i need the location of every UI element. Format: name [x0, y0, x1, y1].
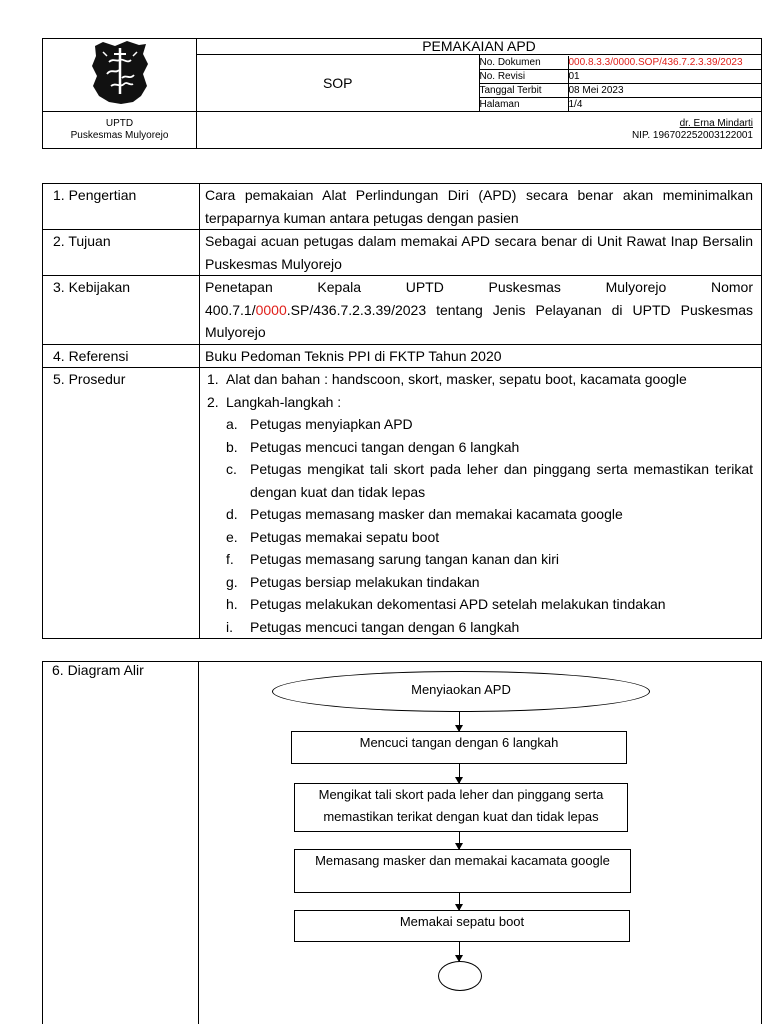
section-row-prosedur: [43, 368, 762, 639]
meta-row: [480, 97, 762, 111]
step-text: Petugas menyiapkan APD: [250, 416, 413, 432]
step-item: [205, 458, 753, 503]
diagram-top-border: [42, 661, 762, 662]
meta-row: [480, 83, 762, 97]
sop-label: SOP: [197, 55, 480, 112]
step-text: Petugas memasang sarung tangan kanan dan kiri: [250, 551, 559, 567]
step-letter: i.: [226, 618, 233, 635]
sop-content-table: [42, 183, 762, 639]
step-letter: b.: [226, 438, 238, 455]
organization-line-1: UPTD: [105, 118, 134, 129]
step-letter: d.: [226, 506, 238, 522]
section-label: 5. Prosedur: [43, 368, 200, 639]
organization-line-2: Puskesmas Mulyorejo: [70, 130, 169, 141]
meta-label: Tanggal Terbit: [480, 83, 569, 97]
flow-end-connector: [438, 961, 482, 991]
flow-step-box: Mengikat tali skort pada leher dan pinggang serta memastikan terikat dengan kuat dan tidak lepas: [294, 783, 628, 832]
step-letter: g.: [226, 573, 238, 590]
step-text: Petugas memakai sepatu boot: [250, 528, 440, 545]
procedure-item-number: 1.: [207, 371, 219, 387]
procedure-item-number: 2.: [207, 393, 219, 410]
procedure-list: [205, 368, 753, 413]
document-meta-cell: [479, 55, 762, 112]
step-text: Petugas mencuci tangan dengan 6 langkah: [250, 438, 520, 455]
meta-row: [480, 69, 762, 83]
section-text: Sebagai acuan petugas dalam memakai APD secara benar di Unit Rawat Inap Bersalin Puskesmas Mulyorejo: [200, 230, 762, 276]
section-label: 3. Kebijakan: [43, 276, 200, 345]
flow-arrow: [459, 892, 460, 910]
section-label: 2. Tujuan: [43, 230, 200, 276]
signature-cell: [197, 112, 762, 149]
flow-arrow: [459, 763, 460, 783]
procedure-item: [205, 368, 753, 391]
procedure-item: [205, 391, 753, 414]
section-row-kebijakan: [43, 276, 762, 345]
kebijakan-text-part: .SP/436.7.2.3.39/2023 tentang Jenis Pelayanan di UPTD Puskesmas Mulyorejo: [205, 301, 753, 340]
meta-value: 1/4: [568, 98, 583, 110]
step-letter: e.: [226, 528, 238, 545]
step-text: Petugas mengikat tali skort pada leher dan pinggang serta memastikan terikat dengan kuat dan tidak lepas: [250, 461, 753, 500]
section-row-tujuan: [43, 230, 762, 276]
procedure-item-text: Langkah-langkah :: [226, 393, 342, 410]
signer-nip: NIP. 196702252003122001: [631, 130, 753, 141]
section-label: 4. Referensi: [43, 344, 200, 368]
section-text: Buku Pedoman Teknis PPI di FKTP Tahun 2020: [200, 344, 762, 368]
step-item: [205, 616, 753, 639]
flow-step-box: Memasang masker dan memakai kacamata google: [294, 849, 631, 893]
step-item: [205, 526, 753, 549]
meta-row: [480, 56, 762, 70]
step-text: Petugas bersiap melakukan tindakan: [250, 573, 480, 590]
meta-value: 000.8.3.3/0000.SOP/436.7.2.3.39/2023: [568, 56, 761, 70]
step-letter: f.: [226, 551, 234, 567]
step-text: Petugas memasang masker dan memakai kacamata google: [250, 506, 623, 522]
meta-label: No. Dokumen: [480, 56, 569, 70]
kebijakan-number-highlight: 0000: [255, 301, 287, 318]
step-letter: a.: [226, 416, 238, 432]
logo-cell: [43, 39, 197, 112]
section-row-pengertian: [43, 184, 762, 230]
step-text: Petugas mencuci tangan dengan 6 langkah: [250, 618, 520, 635]
step-item: [205, 593, 753, 616]
procedure-item-text: Alat dan bahan : handscoon, skort, masker, sepatu boot, kacamata google: [226, 371, 687, 387]
step-letter: h.: [226, 596, 238, 612]
flow-arrow: [459, 941, 460, 961]
section-label: 6. Diagram Alir: [52, 662, 144, 678]
meta-value: 08 Mei 2023: [568, 83, 761, 97]
section-text: [200, 276, 762, 345]
flow-arrow: [459, 831, 460, 849]
city-emblem-logo: [89, 40, 151, 106]
document-header: [42, 38, 762, 149]
diagram-right-border: [761, 661, 762, 1024]
step-item: [205, 503, 753, 526]
step-item: [205, 413, 753, 436]
step-letter: c.: [226, 461, 237, 477]
meta-label: No. Revisi: [480, 69, 569, 83]
step-item: [205, 571, 753, 594]
document-title: PEMAKAIAN APD: [197, 39, 762, 55]
diagram-left-border: [42, 661, 43, 1024]
flow-arrow: [459, 711, 460, 731]
organization-cell: [43, 112, 197, 149]
section-row-referensi: [43, 344, 762, 368]
kebijakan-text-part: Penetapan Kepala UPTD Puskesmas Mulyorejo Nomor 400.7.1/: [205, 279, 753, 318]
meta-label: Halaman: [480, 97, 569, 111]
meta-value: 01: [568, 69, 761, 83]
flow-step-box: Memakai sepatu boot: [294, 910, 630, 942]
step-item: [205, 548, 753, 571]
flow-step-box: Mencuci tangan dengan 6 langkah: [291, 731, 627, 764]
step-item: [205, 436, 753, 459]
section-text: Cara pemakaian Alat Perlindungan Diri (APD) secara benar akan meminimalkan terpaparnya kuman antara petugas dengan pasien: [200, 184, 762, 230]
signer-name: dr. Erna Mindarti: [679, 118, 753, 129]
steps-list: [205, 413, 753, 638]
diagram-divider: [198, 661, 199, 1024]
procedure-content: [200, 368, 762, 639]
section-label: 1. Pengertian: [43, 184, 200, 230]
flow-start-ellipse: Menyiaokan APD: [272, 671, 650, 712]
diagram-section: [42, 661, 762, 1024]
step-text: Petugas melakukan dekomentasi APD setelah melakukan tindakan: [250, 596, 666, 612]
document-meta-table: [480, 56, 762, 111]
